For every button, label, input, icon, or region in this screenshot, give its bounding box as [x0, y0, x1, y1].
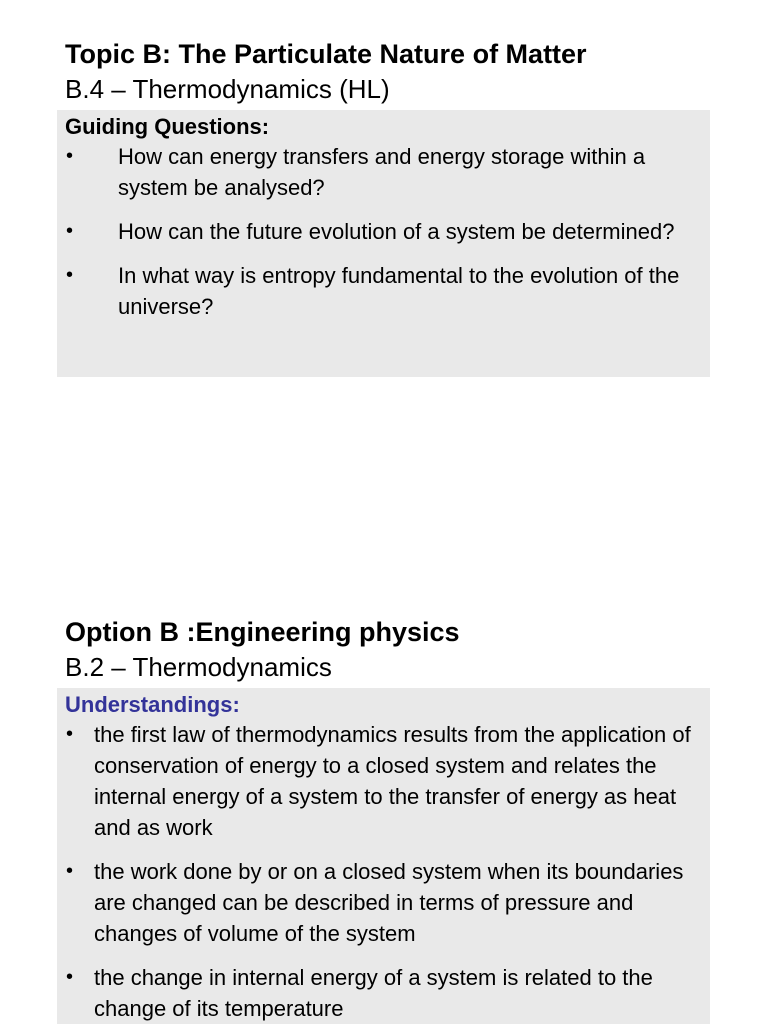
- option-b-section: [0, 614, 768, 1024]
- list-item-text: How can the future evolution of a system be determined?: [118, 219, 675, 244]
- bullet-icon: •: [66, 860, 74, 882]
- list-item: [65, 141, 702, 203]
- section-subtitle: B.2 – Thermodynamics: [65, 652, 332, 682]
- section-title: Option B :Engineering physics: [65, 617, 460, 647]
- section-title: Topic B: The Particulate Nature of Matter: [65, 39, 587, 69]
- list-item: [65, 856, 702, 949]
- bullet-icon: •: [66, 966, 74, 988]
- guiding-questions-list: [65, 141, 702, 322]
- list-item-text: the change in internal energy of a system is related to the change of its temperature: [94, 965, 653, 1021]
- list-item: [65, 216, 702, 247]
- list-item-text: In what way is entropy fundamental to the evolution of the universe?: [118, 263, 680, 319]
- list-item-text: the work done by or on a closed system when its boundaries are changed can be described in terms of pressure and changes of volume of the system: [94, 859, 684, 946]
- list-item: [65, 260, 702, 322]
- section-subtitle: B.4 – Thermodynamics (HL): [65, 74, 390, 104]
- list-item-text: the first law of thermodynamics results from the application of conservation of energy to a closed system and relates the internal energy of a system to the transfer of energy as heat and as work: [94, 722, 691, 840]
- understandings-heading: Understandings:: [65, 692, 240, 717]
- bullet-icon: •: [66, 145, 74, 167]
- bullet-icon: •: [66, 723, 74, 745]
- guiding-questions-heading: Guiding Questions:: [65, 114, 270, 139]
- understandings-list: [65, 719, 702, 1024]
- understandings-box: [57, 688, 710, 1024]
- bullet-icon: •: [66, 264, 74, 286]
- list-item: [65, 719, 702, 843]
- bullet-icon: •: [66, 220, 74, 242]
- list-item-text: How can energy transfers and energy storage within a system be analysed?: [118, 144, 646, 200]
- guiding-questions-box: [57, 110, 710, 377]
- topic-b-section: [0, 36, 768, 377]
- list-item: [65, 962, 702, 1024]
